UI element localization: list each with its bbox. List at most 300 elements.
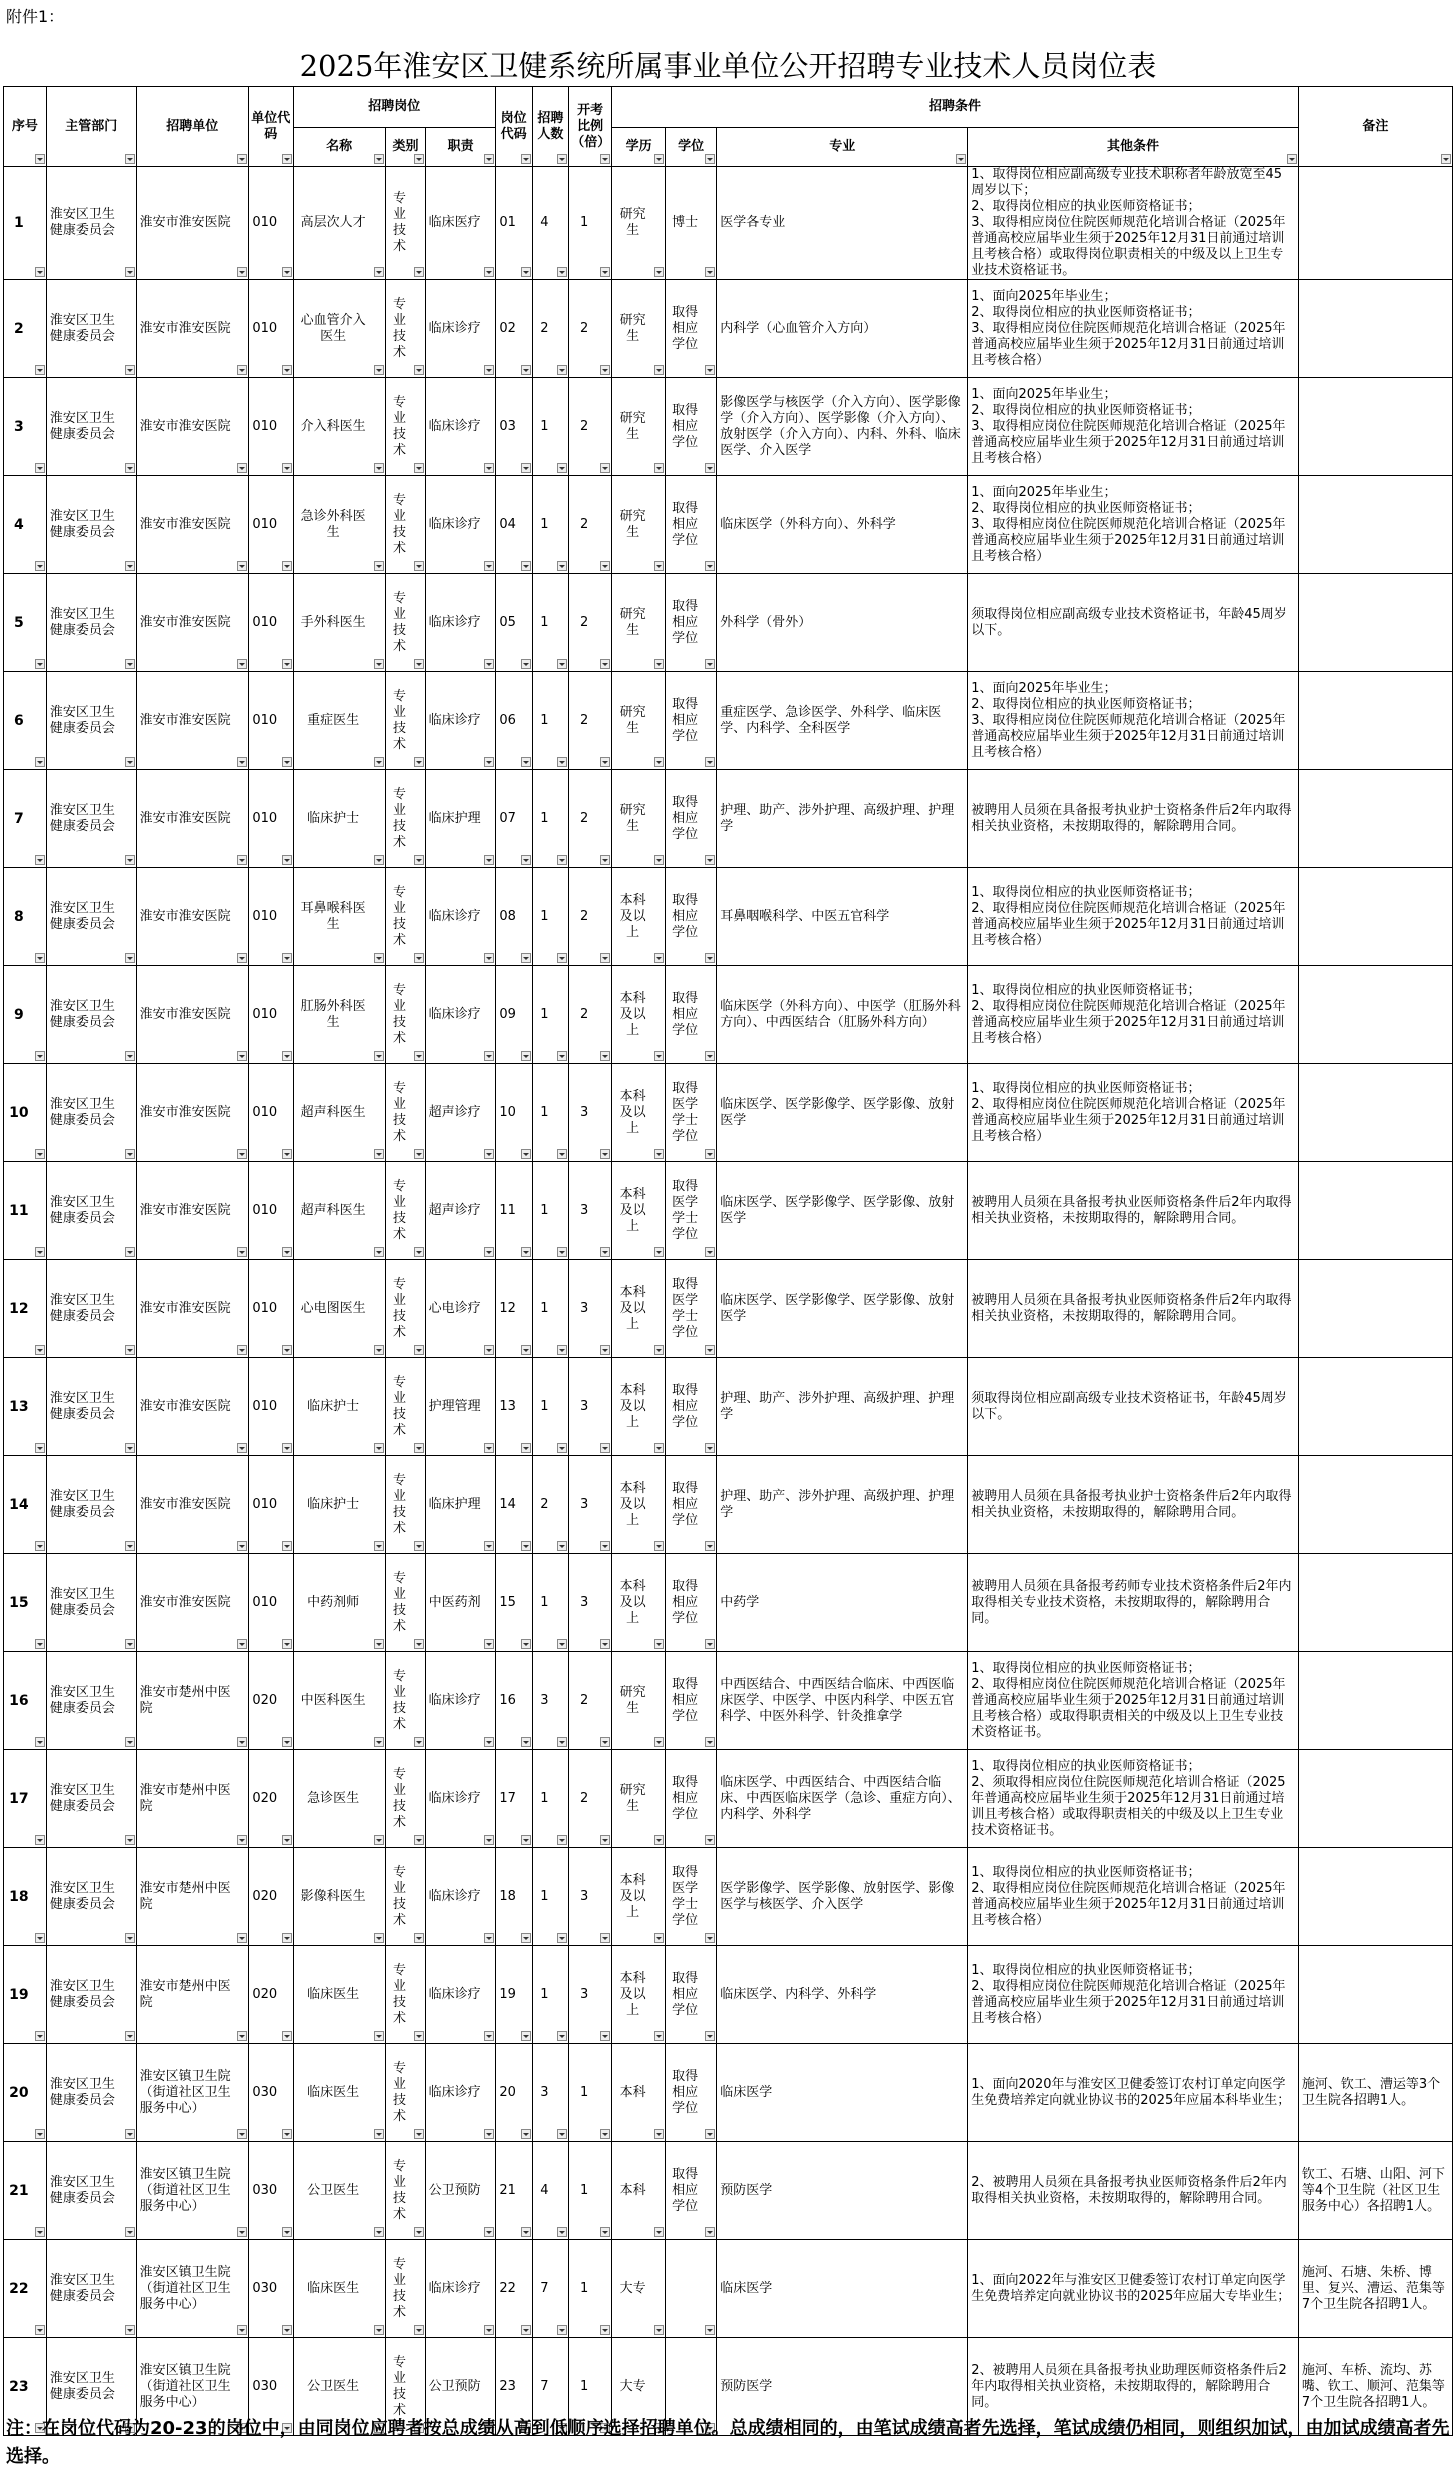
dropdown-icon[interactable]	[484, 2129, 494, 2139]
dropdown-icon[interactable]	[237, 659, 247, 669]
dropdown-icon[interactable]	[237, 1933, 247, 1943]
dropdown-icon[interactable]	[237, 1835, 247, 1845]
dropdown-icon[interactable]	[374, 757, 384, 767]
dropdown-icon[interactable]	[414, 1835, 424, 1845]
dropdown-icon[interactable]	[374, 1051, 384, 1061]
dropdown-icon[interactable]	[521, 1639, 531, 1649]
dropdown-icon[interactable]	[414, 953, 424, 963]
cell-unit	[136, 1260, 248, 1358]
dropdown-icon[interactable]	[414, 2129, 424, 2139]
dropdown-icon[interactable]	[282, 1247, 292, 1257]
cell-post-duty	[426, 1456, 495, 1554]
dropdown-icon[interactable]	[125, 953, 135, 963]
dropdown-icon[interactable]	[125, 659, 135, 669]
dropdown-icon[interactable]	[557, 855, 567, 865]
dropdown-icon[interactable]	[35, 2129, 45, 2139]
dropdown-icon[interactable]	[557, 1639, 567, 1649]
dropdown-icon[interactable]	[237, 953, 247, 963]
dropdown-icon[interactable]	[237, 855, 247, 865]
dropdown-icon[interactable]	[600, 463, 610, 473]
filter-dropdown-icon[interactable]	[521, 154, 531, 164]
dropdown-icon[interactable]	[282, 1835, 292, 1845]
dropdown-icon[interactable]	[237, 1247, 247, 1257]
dropdown-icon[interactable]	[521, 1051, 531, 1061]
dropdown-icon[interactable]	[282, 855, 292, 865]
dropdown-icon[interactable]	[654, 267, 664, 277]
dropdown-icon[interactable]	[237, 757, 247, 767]
dropdown-icon[interactable]	[484, 1737, 494, 1747]
dropdown-icon[interactable]	[414, 365, 424, 375]
dropdown-icon[interactable]	[705, 463, 715, 473]
dropdown-icon[interactable]	[654, 365, 664, 375]
dropdown-icon[interactable]	[35, 855, 45, 865]
dropdown-icon[interactable]	[705, 1835, 715, 1845]
dropdown-icon[interactable]	[521, 1835, 531, 1845]
cell-post-name-text: 手外科医生	[300, 614, 366, 630]
dropdown-icon[interactable]	[557, 659, 567, 669]
dropdown-icon[interactable]	[282, 659, 292, 669]
filter-dropdown-icon[interactable]	[414, 154, 424, 164]
dropdown-icon[interactable]	[557, 1247, 567, 1257]
dropdown-icon[interactable]	[282, 2325, 292, 2335]
dropdown-icon[interactable]	[600, 2129, 610, 2139]
dropdown-icon[interactable]	[125, 2031, 135, 2041]
dropdown-icon[interactable]	[125, 1247, 135, 1257]
dropdown-icon[interactable]	[600, 1541, 610, 1551]
dropdown-icon[interactable]	[600, 365, 610, 375]
dropdown-icon[interactable]	[557, 1835, 567, 1845]
dropdown-icon[interactable]	[705, 855, 715, 865]
dropdown-icon[interactable]	[654, 2031, 664, 2041]
dropdown-icon[interactable]	[484, 1639, 494, 1649]
dropdown-icon[interactable]	[484, 1933, 494, 1943]
dropdown-icon[interactable]	[282, 1149, 292, 1159]
dropdown-icon[interactable]	[125, 267, 135, 277]
dropdown-icon[interactable]	[600, 1835, 610, 1845]
dropdown-icon[interactable]	[557, 1443, 567, 1453]
dropdown-icon[interactable]	[484, 1835, 494, 1845]
dropdown-icon[interactable]	[654, 463, 664, 473]
dropdown-icon[interactable]	[414, 1639, 424, 1649]
dropdown-icon[interactable]	[521, 1541, 531, 1551]
dropdown-icon[interactable]	[521, 2129, 531, 2139]
dropdown-icon[interactable]	[414, 1933, 424, 1943]
dropdown-icon[interactable]	[374, 659, 384, 669]
dropdown-icon[interactable]	[414, 267, 424, 277]
cell-edu	[612, 2044, 666, 2142]
dropdown-icon[interactable]	[282, 1933, 292, 1943]
dropdown-icon[interactable]	[374, 2129, 384, 2139]
cell-unit-code-text: 010	[252, 908, 278, 924]
dropdown-icon[interactable]	[705, 1737, 715, 1747]
dropdown-icon[interactable]	[484, 1443, 494, 1453]
dropdown-icon[interactable]	[282, 365, 292, 375]
dropdown-icon[interactable]	[374, 267, 384, 277]
dropdown-icon[interactable]	[557, 2129, 567, 2139]
dropdown-icon[interactable]	[705, 267, 715, 277]
dropdown-icon[interactable]	[484, 953, 494, 963]
dropdown-icon[interactable]	[374, 1835, 384, 1845]
dropdown-icon[interactable]	[654, 2227, 664, 2237]
dropdown-icon[interactable]	[600, 855, 610, 865]
dropdown-icon[interactable]	[374, 365, 384, 375]
dropdown-icon[interactable]	[484, 2227, 494, 2237]
dropdown-icon[interactable]	[705, 1345, 715, 1355]
dropdown-icon[interactable]	[557, 1051, 567, 1061]
dropdown-icon[interactable]	[521, 2031, 531, 2041]
dropdown-icon[interactable]	[654, 1345, 664, 1355]
dropdown-icon[interactable]	[705, 1149, 715, 1159]
dropdown-icon[interactable]	[374, 561, 384, 571]
dropdown-icon[interactable]	[35, 561, 45, 571]
dropdown-icon[interactable]	[654, 1149, 664, 1159]
dropdown-icon[interactable]	[484, 1051, 494, 1061]
dropdown-icon[interactable]	[237, 2031, 247, 2041]
dropdown-icon[interactable]	[521, 855, 531, 865]
dropdown-icon[interactable]	[484, 2325, 494, 2335]
dropdown-icon[interactable]	[557, 365, 567, 375]
dropdown-icon[interactable]	[521, 1149, 531, 1159]
filter-dropdown-icon[interactable]	[705, 154, 715, 164]
dropdown-icon[interactable]	[237, 267, 247, 277]
dropdown-icon[interactable]	[705, 1443, 715, 1453]
dropdown-icon[interactable]	[282, 757, 292, 767]
dropdown-icon[interactable]	[521, 365, 531, 375]
dropdown-icon[interactable]	[557, 2227, 567, 2237]
dropdown-icon[interactable]	[282, 561, 292, 571]
dropdown-icon[interactable]	[237, 463, 247, 473]
cell-remark	[1298, 1358, 1452, 1456]
dropdown-icon[interactable]	[557, 953, 567, 963]
dropdown-icon[interactable]	[484, 1541, 494, 1551]
dropdown-icon[interactable]	[600, 1737, 610, 1747]
dropdown-icon[interactable]	[35, 2325, 45, 2335]
filter-dropdown-icon[interactable]	[654, 154, 664, 164]
dropdown-icon[interactable]	[35, 1541, 45, 1551]
filter-dropdown-icon[interactable]	[557, 154, 567, 164]
dropdown-icon[interactable]	[705, 365, 715, 375]
dropdown-icon[interactable]	[282, 1051, 292, 1061]
dropdown-icon[interactable]	[35, 463, 45, 473]
dropdown-icon[interactable]	[484, 2031, 494, 2041]
cell-post-duty-text: 心电诊疗	[428, 1300, 481, 1316]
dropdown-icon[interactable]	[35, 1933, 45, 1943]
dropdown-icon[interactable]	[484, 365, 494, 375]
dropdown-icon[interactable]	[374, 2227, 384, 2237]
filter-dropdown-icon[interactable]	[1441, 154, 1451, 164]
dropdown-icon[interactable]	[654, 1247, 664, 1257]
cell-post-name	[293, 1554, 385, 1652]
dropdown-icon[interactable]	[125, 561, 135, 571]
dropdown-icon[interactable]	[414, 2227, 424, 2237]
dropdown-icon[interactable]	[125, 2325, 135, 2335]
dropdown-icon[interactable]	[414, 659, 424, 669]
dropdown-icon[interactable]	[237, 2325, 247, 2335]
dropdown-icon[interactable]	[282, 2031, 292, 2041]
dropdown-icon[interactable]	[414, 1051, 424, 1061]
dropdown-icon[interactable]	[484, 561, 494, 571]
dropdown-icon[interactable]	[282, 1541, 292, 1551]
dropdown-icon[interactable]	[521, 267, 531, 277]
dropdown-icon[interactable]	[35, 1639, 45, 1649]
dropdown-icon[interactable]	[414, 757, 424, 767]
dropdown-icon[interactable]	[414, 1247, 424, 1257]
dropdown-icon[interactable]	[705, 953, 715, 963]
dropdown-icon[interactable]	[374, 1345, 384, 1355]
dropdown-icon[interactable]	[374, 953, 384, 963]
dropdown-icon[interactable]	[282, 2227, 292, 2237]
dropdown-icon[interactable]	[654, 757, 664, 767]
dropdown-icon[interactable]	[282, 1345, 292, 1355]
filter-dropdown-icon[interactable]	[35, 154, 45, 164]
dropdown-icon[interactable]	[374, 2325, 384, 2335]
dropdown-icon[interactable]	[374, 1541, 384, 1551]
dropdown-icon[interactable]	[484, 1247, 494, 1257]
cell-unit-text: 淮安市楚州中医院	[139, 1978, 231, 2010]
cell-count	[532, 167, 569, 280]
dropdown-icon[interactable]	[125, 1541, 135, 1551]
dropdown-icon[interactable]	[557, 1345, 567, 1355]
dropdown-icon[interactable]	[125, 1443, 135, 1453]
dropdown-icon[interactable]	[374, 2031, 384, 2041]
dropdown-icon[interactable]	[237, 1051, 247, 1061]
dropdown-icon[interactable]	[600, 1051, 610, 1061]
dropdown-icon[interactable]	[557, 1737, 567, 1747]
dropdown-icon[interactable]	[374, 1639, 384, 1649]
dropdown-icon[interactable]	[237, 2129, 247, 2139]
dropdown-icon[interactable]	[654, 953, 664, 963]
dropdown-icon[interactable]	[705, 2227, 715, 2237]
dropdown-icon[interactable]	[35, 953, 45, 963]
dropdown-icon[interactable]	[654, 2129, 664, 2139]
dropdown-icon[interactable]	[654, 1639, 664, 1649]
dropdown-icon[interactable]	[125, 1149, 135, 1159]
dropdown-icon[interactable]	[125, 2129, 135, 2139]
dropdown-icon[interactable]	[654, 561, 664, 571]
dropdown-icon[interactable]	[705, 757, 715, 767]
dropdown-icon[interactable]	[35, 1443, 45, 1453]
cell-ratio	[569, 770, 612, 868]
dropdown-icon[interactable]	[600, 1247, 610, 1257]
dropdown-icon[interactable]	[414, 855, 424, 865]
dropdown-icon[interactable]	[237, 365, 247, 375]
dropdown-icon[interactable]	[282, 1443, 292, 1453]
dropdown-icon[interactable]	[484, 1345, 494, 1355]
dropdown-icon[interactable]	[282, 1737, 292, 1747]
dropdown-icon[interactable]	[521, 659, 531, 669]
filter-dropdown-icon[interactable]	[125, 154, 135, 164]
dropdown-icon[interactable]	[125, 1737, 135, 1747]
dropdown-icon[interactable]	[521, 1345, 531, 1355]
dropdown-icon[interactable]	[35, 2031, 45, 2041]
dropdown-icon[interactable]	[35, 757, 45, 767]
dropdown-icon[interactable]	[35, 2227, 45, 2237]
filter-dropdown-icon[interactable]	[956, 154, 966, 164]
dropdown-icon[interactable]	[600, 659, 610, 669]
dropdown-icon[interactable]	[521, 1933, 531, 1943]
dropdown-icon[interactable]	[654, 2325, 664, 2335]
dropdown-icon[interactable]	[521, 2325, 531, 2335]
dropdown-icon[interactable]	[705, 1051, 715, 1061]
dropdown-icon[interactable]	[557, 1933, 567, 1943]
filter-dropdown-icon[interactable]	[1287, 154, 1297, 164]
dropdown-icon[interactable]	[557, 1541, 567, 1551]
dropdown-icon[interactable]	[282, 953, 292, 963]
dropdown-icon[interactable]	[705, 561, 715, 571]
dropdown-icon[interactable]	[237, 1737, 247, 1747]
dropdown-icon[interactable]	[35, 1835, 45, 1845]
dropdown-icon[interactable]	[521, 2227, 531, 2237]
filter-dropdown-icon[interactable]	[484, 154, 494, 164]
dropdown-icon[interactable]	[35, 1247, 45, 1257]
cell-post-code-text: 08	[499, 908, 516, 924]
dropdown-icon[interactable]	[654, 1051, 664, 1061]
dropdown-icon[interactable]	[557, 561, 567, 571]
dropdown-icon[interactable]	[414, 1345, 424, 1355]
dropdown-icon[interactable]	[600, 1345, 610, 1355]
dropdown-icon[interactable]	[282, 2129, 292, 2139]
dropdown-icon[interactable]	[521, 1737, 531, 1747]
dropdown-icon[interactable]	[35, 1345, 45, 1355]
filter-dropdown-icon[interactable]	[237, 154, 247, 164]
dropdown-icon[interactable]	[705, 1933, 715, 1943]
dropdown-icon[interactable]	[237, 1345, 247, 1355]
filter-dropdown-icon[interactable]	[600, 154, 610, 164]
dropdown-icon[interactable]	[237, 1443, 247, 1453]
cell-seq-text: 20	[9, 2084, 29, 2101]
dropdown-icon[interactable]	[374, 855, 384, 865]
dropdown-icon[interactable]	[35, 1737, 45, 1747]
cell-dept-text: 淮安区卫生健康委员会	[49, 207, 115, 238]
dropdown-icon[interactable]	[705, 659, 715, 669]
dropdown-icon[interactable]	[237, 561, 247, 571]
dropdown-icon[interactable]	[600, 2031, 610, 2041]
dropdown-icon[interactable]	[600, 953, 610, 963]
dropdown-icon[interactable]	[521, 463, 531, 473]
dropdown-icon[interactable]	[557, 1149, 567, 1159]
dropdown-icon[interactable]	[654, 1933, 664, 1943]
dropdown-icon[interactable]	[125, 1835, 135, 1845]
dropdown-icon[interactable]	[237, 1149, 247, 1159]
dropdown-icon[interactable]	[484, 659, 494, 669]
dropdown-icon[interactable]	[705, 1541, 715, 1551]
dropdown-icon[interactable]	[282, 267, 292, 277]
cell-major-text: 临床医学、医学影像学、医学影像、放射医学	[720, 1194, 955, 1226]
dropdown-icon[interactable]	[374, 1149, 384, 1159]
dropdown-icon[interactable]	[521, 561, 531, 571]
dropdown-icon[interactable]	[125, 1639, 135, 1649]
dropdown-icon[interactable]	[414, 1149, 424, 1159]
dropdown-icon[interactable]	[600, 561, 610, 571]
dropdown-icon[interactable]	[654, 1835, 664, 1845]
dropdown-icon[interactable]	[600, 1149, 610, 1159]
dropdown-icon[interactable]	[282, 1639, 292, 1649]
dropdown-icon[interactable]	[600, 1639, 610, 1649]
dropdown-icon[interactable]	[557, 2031, 567, 2041]
dropdown-icon[interactable]	[484, 757, 494, 767]
dropdown-icon[interactable]	[414, 1737, 424, 1747]
dropdown-icon[interactable]	[35, 659, 45, 669]
dropdown-icon[interactable]	[414, 2031, 424, 2041]
dropdown-icon[interactable]	[414, 2325, 424, 2335]
dropdown-icon[interactable]	[374, 463, 384, 473]
dropdown-icon[interactable]	[35, 365, 45, 375]
dropdown-icon[interactable]	[600, 1933, 610, 1943]
dropdown-icon[interactable]	[654, 1541, 664, 1551]
dropdown-icon[interactable]	[374, 1737, 384, 1747]
cell-post-code-text: 09	[499, 1006, 516, 1022]
dropdown-icon[interactable]	[600, 2227, 610, 2237]
dropdown-icon[interactable]	[35, 1149, 45, 1159]
dropdown-icon[interactable]	[374, 1443, 384, 1453]
dropdown-icon[interactable]	[125, 855, 135, 865]
dropdown-icon[interactable]	[125, 365, 135, 375]
dropdown-icon[interactable]	[705, 1639, 715, 1649]
filter-dropdown-icon[interactable]	[374, 154, 384, 164]
dropdown-icon[interactable]	[557, 267, 567, 277]
dropdown-icon[interactable]	[125, 463, 135, 473]
dropdown-icon[interactable]	[414, 1541, 424, 1551]
dropdown-icon[interactable]	[125, 757, 135, 767]
dropdown-icon[interactable]	[125, 1051, 135, 1061]
dropdown-icon[interactable]	[282, 463, 292, 473]
cell-dept	[46, 966, 136, 1064]
dropdown-icon[interactable]	[600, 1443, 610, 1453]
cell-post-name-text: 心电图医生	[300, 1300, 366, 1316]
dropdown-icon[interactable]	[600, 757, 610, 767]
dropdown-icon[interactable]	[414, 463, 424, 473]
dropdown-icon[interactable]	[484, 1149, 494, 1159]
dropdown-icon[interactable]	[557, 463, 567, 473]
dropdown-icon[interactable]	[374, 1933, 384, 1943]
dropdown-icon[interactable]	[484, 463, 494, 473]
filter-dropdown-icon[interactable]	[282, 154, 292, 164]
dropdown-icon[interactable]	[521, 1247, 531, 1257]
dropdown-icon[interactable]	[484, 267, 494, 277]
dropdown-icon[interactable]	[557, 2325, 567, 2335]
dropdown-icon[interactable]	[705, 2325, 715, 2335]
cell-dept	[46, 1358, 136, 1456]
dropdown-icon[interactable]	[600, 267, 610, 277]
dropdown-icon[interactable]	[35, 267, 45, 277]
dropdown-icon[interactable]	[705, 2031, 715, 2041]
dropdown-icon[interactable]	[705, 2129, 715, 2139]
dropdown-icon[interactable]	[654, 1443, 664, 1453]
dropdown-icon[interactable]	[125, 2227, 135, 2237]
dropdown-icon[interactable]	[600, 2325, 610, 2335]
dropdown-icon[interactable]	[654, 1737, 664, 1747]
dropdown-icon[interactable]	[557, 757, 567, 767]
dropdown-icon[interactable]	[125, 1933, 135, 1943]
cell-post-duty-text: 超声诊疗	[428, 1202, 481, 1218]
dropdown-icon[interactable]	[654, 855, 664, 865]
dropdown-icon[interactable]	[374, 1247, 384, 1257]
dropdown-icon[interactable]	[35, 1051, 45, 1061]
dropdown-icon[interactable]	[654, 659, 664, 669]
dropdown-icon[interactable]	[521, 757, 531, 767]
dropdown-icon[interactable]	[125, 1345, 135, 1355]
dropdown-icon[interactable]	[414, 561, 424, 571]
dropdown-icon[interactable]	[484, 855, 494, 865]
dropdown-icon[interactable]	[705, 1247, 715, 1257]
dropdown-icon[interactable]	[237, 1541, 247, 1551]
dropdown-icon[interactable]	[521, 953, 531, 963]
dropdown-icon[interactable]	[521, 1443, 531, 1453]
cell-unit-code	[248, 2142, 293, 2240]
dropdown-icon[interactable]	[237, 2227, 247, 2237]
dropdown-icon[interactable]	[237, 1639, 247, 1649]
dropdown-icon[interactable]	[414, 1443, 424, 1453]
